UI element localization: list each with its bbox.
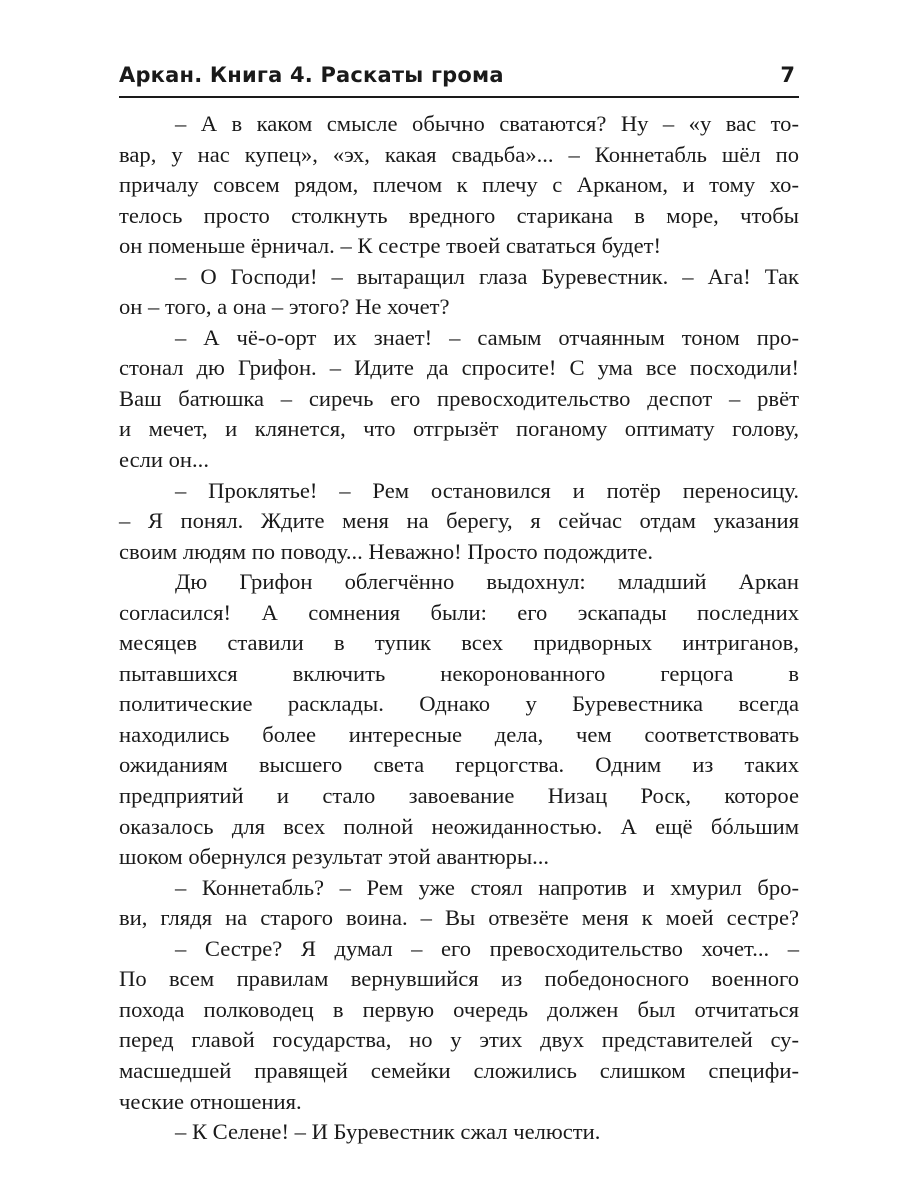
text-line: По всем правилам вернувшийся из победоносного военного: [119, 966, 799, 992]
text-line: – К Селене! – И Буревестник сжал челюсти.: [175, 1119, 601, 1145]
text-line: – А в каком смысле обычно сватаются? Ну – «у вас то-: [175, 111, 799, 136]
text-line: согласился! А сомнения были: его эскапады последних: [119, 599, 799, 625]
text-line: и мечет, и клянется, что отгрызёт поганому оптимату голову,: [119, 416, 799, 442]
text-line: перед главой государства, но у этих двух представителей су-: [119, 1027, 799, 1053]
text-line: ожиданиям высшего света герцогства. Одним из таких: [119, 752, 799, 778]
book-title: Аркан. Книга 4. Раскаты грома: [119, 63, 504, 87]
text-line: ческие отношения.: [119, 1088, 302, 1114]
text-line: стонал дю Грифон. – Идите да спросите! С ума все посходили!: [119, 355, 799, 381]
text-line: вар, у нас купец», «эх, какая свадьба»... – Коннетабль шёл по: [119, 141, 799, 167]
text-line: оказалось для всех полной неожиданностью. А ещё бóльшим: [119, 813, 799, 839]
body-text: [119, 109, 799, 1148]
text-line: пытавшихся включить некоронованного герцога в: [119, 660, 799, 686]
text-line: он поменьше ёрничал. – К сестре твоей свататься будет!: [119, 233, 662, 259]
text-line: – Коннетабль? – Рем уже стоял напротив и хмурил бро-: [175, 874, 799, 900]
text-line: шоком обернулся результат этой авантюры...: [119, 844, 550, 870]
text-line: телось просто столкнуть вредного старикана в море, чтобы: [119, 202, 799, 228]
text-line: своим людям по поводу... Неважно! Просто подождите.: [119, 538, 654, 564]
page-number: 7: [780, 63, 795, 87]
text-line: похода полководец в первую очередь должен был отчитаться: [119, 996, 799, 1022]
text-line: – Сестре? Я думал – его превосходительство хочет... –: [175, 935, 799, 961]
text-line: Ваш батюшка – сиречь его превосходительство деспот – рвёт: [119, 385, 799, 411]
text-line: – Проклятье! – Рем остановился и потёр переносицу.: [175, 477, 799, 503]
text-line: политические расклады. Однако у Буревестника всегда: [119, 691, 799, 717]
text-line: – А чё-о-орт их знает! – самым отчаянным тоном про-: [175, 324, 799, 350]
text-line: причалу совсем рядом, плечом к плечу с Арканом, и тому хо-: [119, 172, 799, 198]
text-line: – О Господи! – вытаращил глаза Буревестник. – Ага! Так: [175, 263, 799, 289]
text-line: месяцев ставили в тупик всех придворных интриганов,: [119, 630, 799, 656]
running-header: [119, 62, 799, 98]
text-line: масшедшей правящей семейки сложились слишком специфи-: [119, 1057, 799, 1083]
text-line: Дю Грифон облегчённо выдохнул: младший Аркан: [175, 569, 799, 595]
text-line: находились более интересные дела, чем соответствовать: [119, 721, 799, 747]
text-line: – Я понял. Ждите меня на берегу, я сейчас отдам указания: [119, 508, 799, 534]
text-line: он – того, а она – этого? Не хочет?: [119, 294, 450, 320]
text-line: если он...: [119, 447, 209, 473]
text-line: предприятий и стало завоевание Низац Роск, которое: [119, 783, 799, 809]
text-line: ви, глядя на старого воина. – Вы отвезёте меня к моей сестре?: [119, 905, 799, 931]
